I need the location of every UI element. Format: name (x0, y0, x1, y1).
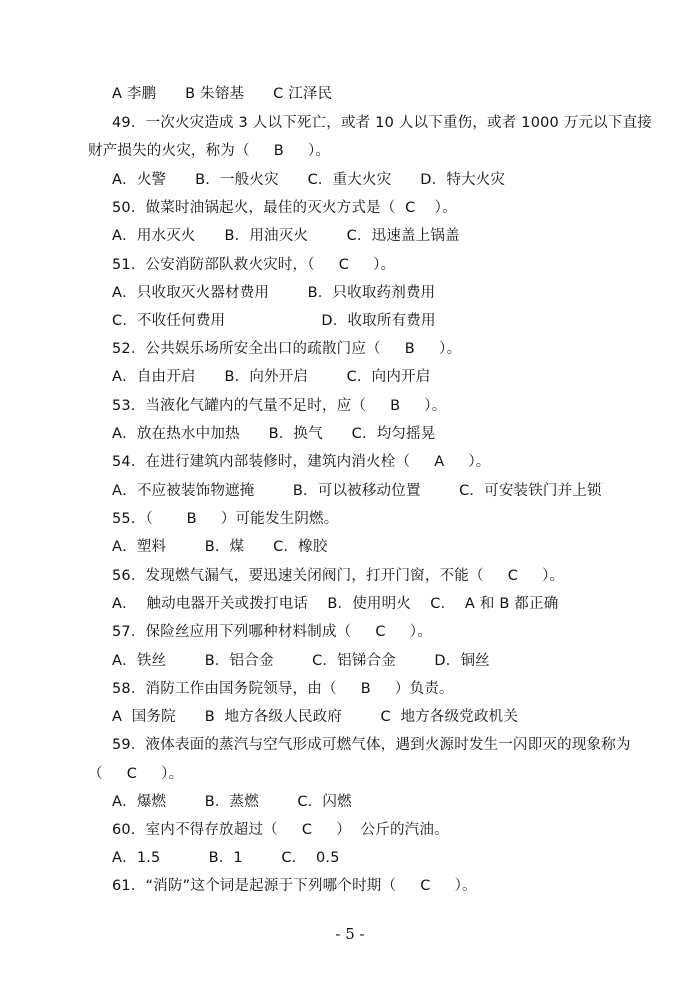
answer-options-52: A．自由开启 B．向外开启 C．向内开启 (112, 369, 431, 385)
question-59-continued: （ C ）。 (88, 766, 184, 782)
question-51: 51．公安消防部队救火灾时，（ C ）。 (112, 257, 396, 273)
answer-options-55: A．塑料 B．煤 C．橡胶 (112, 539, 328, 555)
question-53: 53．当液化气罐内的气量不足时，应（ B ）。 (112, 398, 447, 414)
answer-options-49: A．火警 B．一般火灾 C．重大火灾 D．特大火灾 (112, 172, 506, 188)
page-number: - 5 - (335, 925, 365, 943)
answer-options-50: A．用水灭火 B．用油灭火 C．迅速盖上锅盖 (112, 228, 460, 244)
answer-options-51-a-b: A．只收取灭火器材费用 B．只收取药剂费用 (112, 285, 436, 301)
answer-options-60: A．1.5 B．1 C． 0.5 (112, 850, 340, 866)
question-59: 59．液体表面的蒸汽与空气形成可燃气体，遇到火源时发生一闪即灭的现象称为 (112, 737, 631, 753)
answer-options-59: A．爆燃 B．蒸燃 C．闪燃 (112, 794, 352, 810)
question-54: 54．在进行建筑内部装修时，建筑内消火栓（ A ）。 (112, 454, 491, 470)
question-57: 57．保险丝应用下列哪种材料制成（ C ）。 (112, 624, 432, 640)
question-55: 55．（ B ）可能发生阴燃。 (112, 511, 339, 527)
question-50: 50．做菜时油锅起火，最佳的灭火方式是（ C ）。 (112, 200, 457, 216)
answer-options-48: A 李鹏 B 朱镕基 C 江泽民 (112, 86, 333, 102)
question-49: 49．一次火灾造成 3 人以下死亡，或者 10 人以下重伤，或者 1000 万元以下直接 (112, 115, 652, 131)
question-61: 61．“消防”这个词是起源于下列哪个时期（ C ）。 (112, 878, 477, 894)
answer-options-54: A．不应被装饰物遮掩 B．可以被移动位置 C．可安装铁门并上锁 (112, 483, 602, 499)
answer-options-56: A． 触动电器开关或拨打电话 B．使用明火 C． A 和 B 都正确 (112, 596, 559, 612)
question-56: 56．发现燃气漏气，要迅速关闭阀门，打开门窗，不能（ C ）。 (112, 568, 565, 584)
answer-options-57: A．铁丝 B．铝合金 C．铝锑合金 D．铜丝 (112, 653, 490, 669)
question-60: 60．室内不得存放超过（ C ） 公斤的汽油。 (112, 822, 449, 838)
question-58: 58．消防工作由国务院领导，由（ B ）负责。 (112, 681, 454, 697)
answer-options-53: A．放在热水中加热 B．换气 C．均匀摇晃 (112, 426, 436, 442)
question-52: 52．公共娱乐场所安全出口的疏散门应（ B ）。 (112, 341, 462, 357)
answer-options-51-c-d: C．不收任何费用 D．收取所有费用 (112, 313, 436, 329)
question-49-continued: 财产损失的火灾，称为（ B ）。 (88, 143, 331, 159)
answer-options-58: A 国务院 B 地方各级人民政府 C 地方各级党政机关 (112, 709, 519, 725)
